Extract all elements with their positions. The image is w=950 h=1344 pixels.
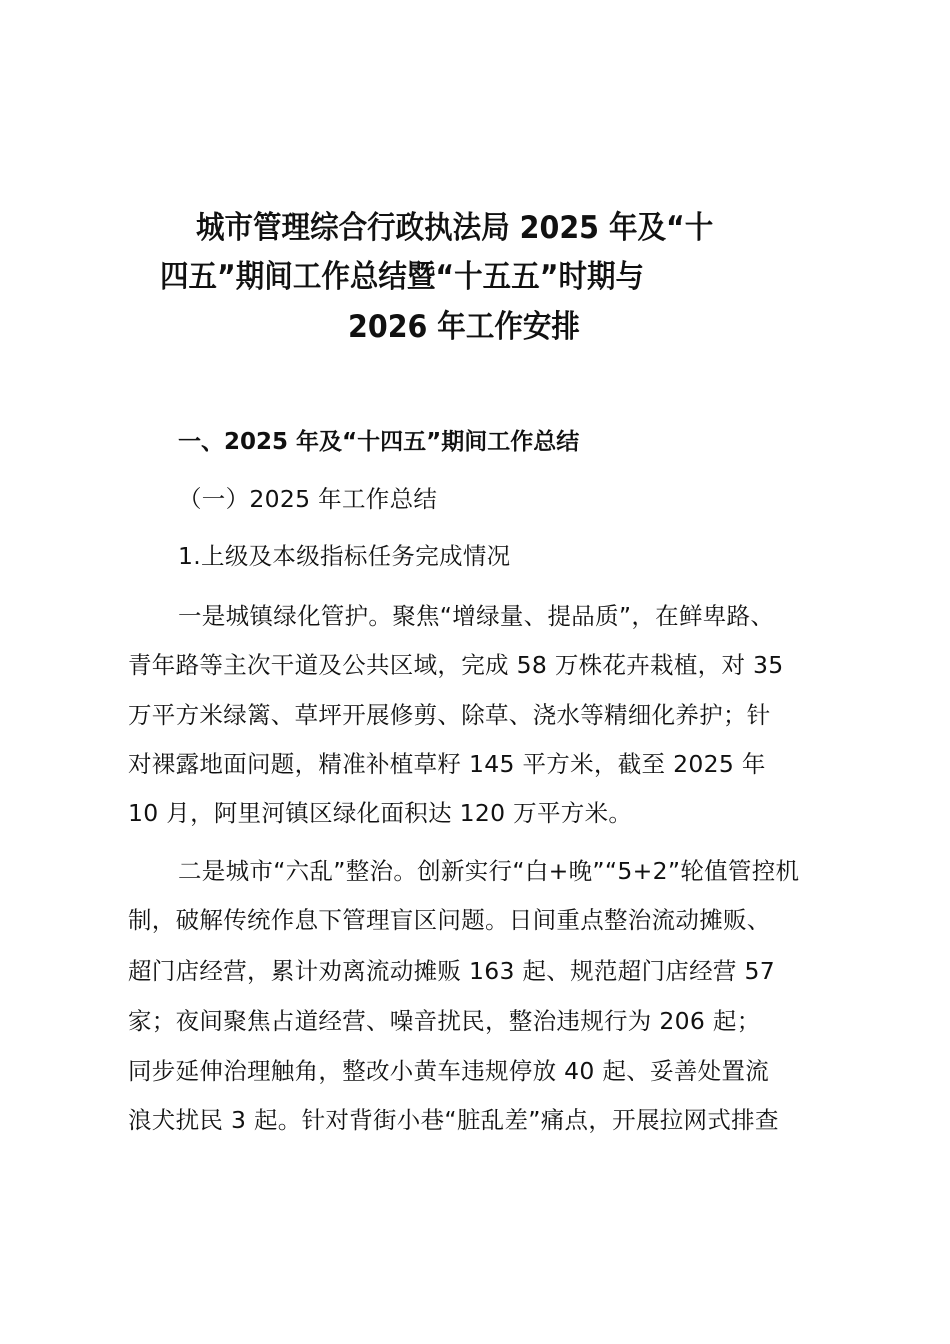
paragraph-line: 对裸露地面问题，精准补植草籽 145 平方米，截至 2025 年 (128, 750, 766, 778)
title-line-1: 城市管理综合行政执法局 2025 年及“十 (196, 210, 714, 246)
paragraph-line: 制，破解传统作息下管理盲区问题。日间重点整治流动摊贩、 (128, 906, 771, 934)
paragraph-line: 10 月，阿里河镇区绿化面积达 120 万平方米。 (128, 799, 633, 827)
paragraph-line: 青年路等主次干道及公共区域，完成 58 万株花卉栽植，对 35 (128, 651, 784, 679)
item-heading: 1.上级及本级指标任务完成情况 (178, 542, 511, 570)
paragraph-line: 浪犬扰民 3 起。针对背街小巷“脏乱差”痛点，开展拉网式排查 (128, 1106, 779, 1134)
subsection-heading: （一）2025 年工作总结 (178, 485, 438, 513)
title-line-3: 2026 年工作安排 (348, 309, 580, 345)
paragraph-line: 同步延伸治理触角，整改小黄车违规停放 40 起、妥善处置流 (128, 1057, 770, 1085)
section-heading: 一、2025 年及“十四五”期间工作总结 (178, 429, 580, 455)
paragraph-line: 一是城镇绿化管护。聚焦“增绿量、提品质”，在鲜卑路、 (178, 602, 775, 630)
paragraph-line: 家；夜间聚焦占道经营、噪音扰民，整治违规行为 206 起； (128, 1007, 761, 1035)
title-line-2: 四五”期间工作总结暨“十五五”时期与 (160, 259, 645, 295)
paragraph-line: 万平方米绿篱、草坪开展修剪、除草、浇水等精细化养护；针 (128, 701, 771, 729)
paragraph-line: 二是城市“六乱”整治。创新实行“白+晚”“5+2”轮值管控机 (178, 857, 800, 885)
paragraph-line: 超门店经营，累计劝离流动摊贩 163 起、规范超门店经营 57 (128, 957, 775, 985)
